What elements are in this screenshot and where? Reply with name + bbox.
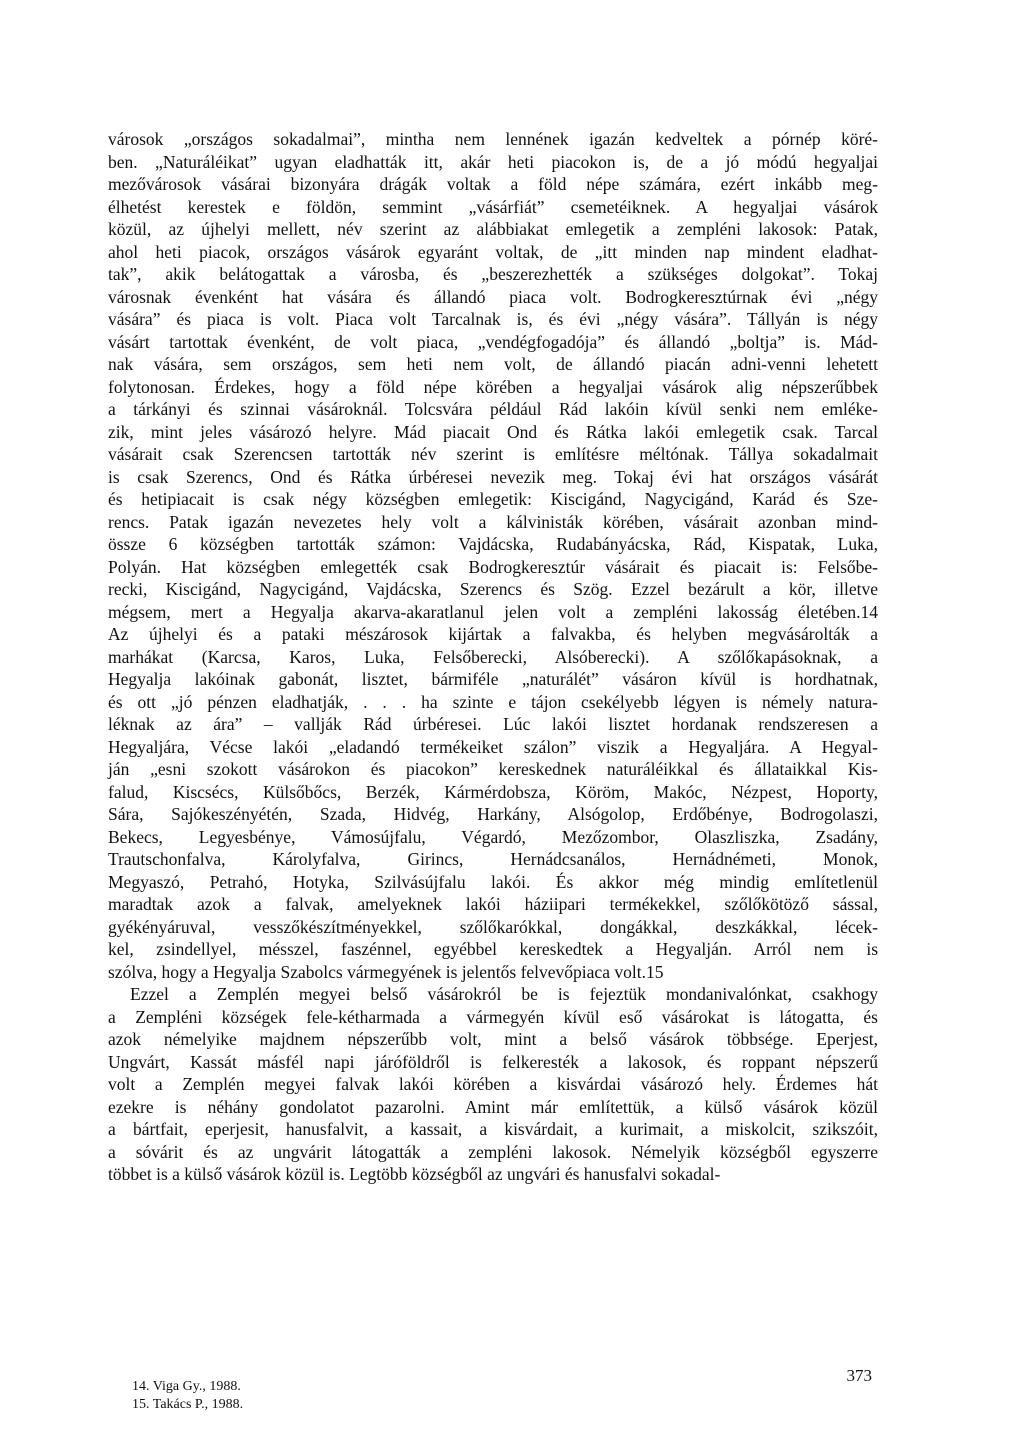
- text-line: ahol heti piacok, országos vásárok egyaránt voltak, de „itt minden nap mindent eladhat-: [108, 241, 878, 262]
- text-line: Az újhelyi és a pataki mészárosok kijártak a falvakba, és helyben megvásárolták a: [108, 624, 878, 644]
- footnote-15: 15. Takács P., 1988.: [132, 1397, 244, 1412]
- text-line: ezekre is néhány gondolatot pazarolni. Amint már említettük, a külső vásárok közül: [108, 1096, 878, 1117]
- text-line: és ott „jó pénzen eladhatják, . . . ha szinte e tájon csekélyebb légyen is némely natura-: [108, 691, 878, 712]
- text-line: maradtak azok a falvak, amelyeknek lakói háziipari termékekkel, szőlőkötöző sással,: [108, 894, 878, 914]
- text-line: ján „esni szokott vásárokon és piacokon” kereskednek naturáléikkal és állataikkal Kis-: [108, 759, 878, 779]
- main-text: [108, 128, 878, 1186]
- text-line: a sóvárit és az ungvárit látogatták a zempléni lakosok. Némelyik községből egyszerre: [108, 1141, 878, 1162]
- text-line: vásárt tartottak évenként, de volt piaca, „vendégfogadója” és állandó „boltja” is. Mád-: [108, 331, 878, 352]
- text-line: rencs. Patak igazán nevezetes hely volt a kálvinisták körében, vásárait azonban mind-: [108, 511, 878, 532]
- text-line: kel, zsindellyel, mésszel, faszénnel, egyébbel kereskedtek a Hegyalján. Arról nem is: [108, 939, 878, 959]
- text-line: Hegyalja lakóinak gabonát, lisztet, bármiféle „naturálét” vásáron kívül is hordhatnak,: [108, 669, 878, 689]
- text-line: Ezzel a Zemplén megyei belső vásárokról be is fejeztük mondanivalónkat, csakhogy: [130, 984, 878, 1004]
- text-line: és hetipiacait is csak négy községben emlegetik: Kiscigánd, Nagycigánd, Karád és Sze-: [108, 489, 878, 509]
- text-line: léknak az ára” – vallják Rád úrbéresei. Lúc lakói lisztet hordanak rendszeresen a: [108, 714, 878, 734]
- text-line: Megyaszó, Petrahó, Hotyka, Szilvásújfalu lakói. És akkor még mindig említetlenül: [108, 871, 878, 892]
- text-line: recki, Kiscigánd, Nagycigánd, Vajdácska, Szerencs és Szög. Ezzel bezárult a kör, illetve: [108, 579, 878, 599]
- text-line: Trautschonfalva, Károlyfalva, Girincs, Hernádcsanálos, Hernádnémeti, Monok,: [108, 849, 878, 869]
- text-line: Bekecs, Legyesbénye, Vámosújfalu, Végardó, Mezőzombor, Olaszliszka, Zsadány,: [108, 826, 878, 847]
- text-line: vására” és piaca is volt. Piaca volt Tarcalnak is, és évi „négy vására”. Tállyán is négy: [108, 309, 878, 329]
- text-line: össze 6 községben tartották számon: Vajdácska, Rudabányácska, Rád, Kispatak, Luka,: [108, 534, 878, 554]
- text-line: városnak évenként hat vására és állandó piaca volt. Bodrogkeresztúrnak évi „négy: [108, 286, 878, 307]
- text-line: Polyán. Hat községben emlegették csak Bodrogkeresztúr vásárait és piacait is: Felsőbe-: [108, 556, 878, 577]
- text-line: zik, mint jeles vásározó helyre. Mád piacait Ond és Rátka lakói emlegetik csak. Tarcal: [108, 421, 878, 442]
- text-line: is csak Szerencs, Ond és Rátka úrbéresei nevezik meg. Tokaj évi hat országos vásárát: [108, 466, 878, 487]
- text-line: marhákat (Karcsa, Karos, Luka, Felsőberecki, Alsóberecki). A szőlőkapásoknak, a: [108, 646, 878, 667]
- text-line: Sára, Sajókeszényétén, Szada, Hidvég, Harkány, Alsógolop, Erdőbénye, Bodrogolaszi,: [108, 804, 878, 824]
- text-line: a bártfait, eperjesit, hanusfalvit, a kassait, a kisvárdait, a kurimait, a miskolcit, szikszóit,: [108, 1119, 878, 1139]
- text-line: a Zempléni községek fele-kétharmada a vármegyén kívül eső vásárokat is látogatta, és: [108, 1006, 878, 1027]
- text-line: többet is a külső vásárok közül is. Legtöbb községből az ungvári és hanusfalvi sokadal-: [108, 1164, 721, 1184]
- text-line: mégsem, mert a Hegyalja akarva-akaratlanul jelen volt a zempléni lakosság életében.14: [108, 601, 878, 622]
- text-line: Hegyaljára, Vécse lakói „eladandó termékeiket szálon” viszik a Hegyaljára. A Hegyal-: [108, 736, 878, 757]
- text-line: ben. „Naturáléikat” ugyan eladhatták itt, akár heti piacokon is, de a jó módú hegyaljai: [108, 151, 878, 172]
- text-line: Ungvárt, Kassát másfél napi járóföldről is felkeresték a lakosok, és roppant népszerű: [108, 1051, 878, 1072]
- text-line: gyékényáruval, vesszőkészítményekkel, szőlőkarókkal, dongákkal, deszkákkal, lécek-: [108, 916, 878, 937]
- text-line: városok „országos sokadalmai”, mintha nem lennének igazán kedveltek a pórnép köré-: [108, 129, 878, 149]
- text-line: szólva, hogy a Hegyalja Szabolcs vármegyének is jelentős felvevőpiaca volt.15: [108, 961, 664, 982]
- text-line: falud, Kiscsécs, Külsőbőcs, Berzék, Kármérdobsza, Köröm, Makóc, Nézpest, Hoporty,: [108, 781, 878, 802]
- page-number: 373: [846, 1366, 872, 1385]
- text-line: közül, az újhelyi mellett, név szerint az alábbiakat emlegetik a zempléni lakosok: Patak,: [108, 219, 878, 239]
- text-line: vásárait csak Szerencsen tartották név szerint is említésre méltónak. Tállya sokadalmait: [108, 444, 878, 464]
- text-line: volt a Zemplén megyei falvak lakói körében a kisvárdai vásározó hely. Érdemes hát: [108, 1074, 878, 1094]
- text-line: élhetést kerestek e földön, semmint „vásárfiát” csemetéiknek. A hegyaljai vásárok: [108, 196, 878, 217]
- text-line: tak”, akik belátogattak a városba, és „beszerezhették a szükséges dolgokat”. Tokaj: [108, 264, 878, 284]
- text-line: a tárkányi és szinnai vásároknál. Tolcsvára például Rád lakóin kívül senki nem emléke-: [108, 399, 878, 419]
- footnote-14: 14. Viga Gy., 1988.: [132, 1379, 241, 1394]
- text-line: nak vására, sem országos, sem heti nem volt, de állandó piacán adni-venni lehetett: [108, 354, 878, 374]
- text-line: mezővárosok vásárai bizonyára drágák voltak a föld népe számára, ezért inkább meg-: [108, 174, 878, 194]
- text-line: folytonosan. Érdekes, hogy a föld népe körében a hegyaljai vásárok alig népszerűbbek: [108, 376, 878, 397]
- footnotes: [132, 1378, 243, 1414]
- text-line: azok némelyike majdnem népszerűbb volt, mint a belső vásárok többsége. Eperjest,: [108, 1029, 878, 1049]
